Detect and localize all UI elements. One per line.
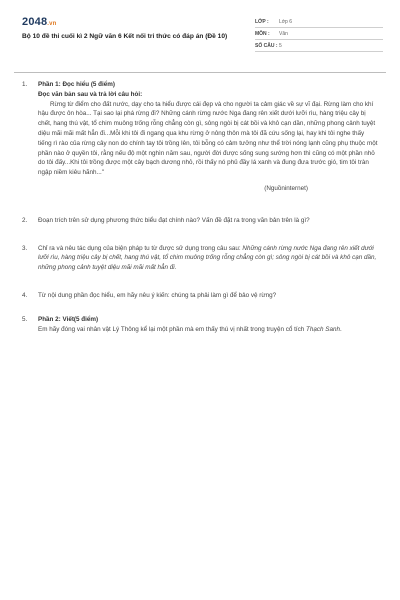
logo-number: 2048 bbox=[22, 16, 48, 28]
meta-key: SỐ CÂU : bbox=[255, 42, 278, 49]
story-title: Thạch Sanh bbox=[306, 325, 340, 333]
question-5 bbox=[22, 315, 378, 335]
document-title: Bộ 10 đề thi cuối kì 2 Ngữ văn 6 Kết nối tri thức có đáp án (Đề 10) bbox=[22, 33, 228, 40]
question-number: 3. bbox=[22, 244, 28, 252]
question-text bbox=[38, 244, 378, 273]
part-1-heading: Phần 1: Đọc hiểu (5 điểm) bbox=[38, 81, 115, 88]
question-4 bbox=[22, 291, 378, 301]
reading-passage: Rừng từ điểm cho đất nước, dạy cho ta hiểu được cái đẹp và cho người ta cảm giác về sự vĩ đại. Rừng làm cho khí hậu được ôn hòa... Tại sao lại phá rừng đi? Những cánh rừng nước Nga đang rên xiết dưới lưỡi rìu, hàng triệu cây bị chết, hang thú vật, tổ chim muông trống rỗng chẳng còn gì, sông ngòi bị cát bồi và khô cạn dần, những phong cảnh tuyệt diệu mãi mãi mất hẳn đi...Mỗi khi tôi đi ngang qua khu rừng ở nông thôn mà tôi đã cứu sống lại, hay khi tôi nghe thấy tiếng rì rào của rừng cây non do chính tay tôi trồng lên, tôi bỗng có cảm tưởng như thể trời nóng lạnh cũng phụ thuộc một phần nào ở quyền tôi, rằng nếu độ một nghìn năm sau, người đời được sống sung sướng hơn thì cũng có một phần nhỏ do tôi đấy...Khi tôi trồng được một cây bạch dương nhỏ, rồi thấy nó phủ đầy lá xanh và đung đưa trước gió, tim tôi tràn ngập niềm kiêu hãnh..." bbox=[38, 100, 378, 177]
question-text-end: . bbox=[339, 325, 342, 333]
question-number: 1. bbox=[22, 81, 28, 88]
meta-value: 5 bbox=[279, 42, 282, 49]
meta-row-subject bbox=[255, 28, 383, 40]
question-text-plain: Em hãy đóng vai nhân vật Lý Thông kể lại một phần mà em thấy thú vị nhất trong truyện cổ tích bbox=[38, 325, 305, 333]
quoted-sentence: Những cánh rừng nước Nga đang rên xiết dưới lưỡi rìu, hàng triệu cây bị chết, hang thú vật, tổ chim muông trống rỗng chẳng còn gì; sông ngòi bị cát bồi và khô cạn dần, những phong cảnh tuyệt diệu mãi mãi mất hẳn đi. bbox=[38, 244, 377, 272]
site-logo[interactable] bbox=[22, 16, 57, 28]
logo-suffix: .vn bbox=[47, 21, 57, 27]
meta-key: MÔN : bbox=[255, 30, 270, 37]
questions-list bbox=[22, 80, 378, 334]
page-header bbox=[22, 14, 382, 60]
question-3 bbox=[22, 244, 378, 273]
question-text bbox=[38, 325, 378, 335]
question-text: Từ nội dung phần đọc hiểu, em hãy nêu ý kiến: chúng ta phải làm gì để bảo vệ rừng? bbox=[38, 291, 277, 299]
meta-row-count bbox=[255, 40, 383, 52]
question-number: 5. bbox=[22, 315, 28, 323]
part-2-heading: Phần 2: Viết(5 điểm) bbox=[38, 315, 99, 323]
question-number: 2. bbox=[22, 216, 28, 224]
meta-table bbox=[255, 16, 383, 52]
question-number: 4. bbox=[22, 291, 28, 299]
question-text-plain: Chỉ ra và nêu tác dụng của biện pháp tu từ được sử dụng trong câu sau: bbox=[38, 244, 241, 252]
meta-value: Lớp 6 bbox=[279, 18, 293, 25]
meta-row-class bbox=[255, 16, 383, 28]
meta-key: LỚP : bbox=[255, 18, 269, 25]
question-text: Đoạn trích trên sử dụng phương thức biểu đạt chính nào? Vấn đề đặt ra trong văn bản trên là gì? bbox=[38, 216, 310, 224]
meta-value: Văn bbox=[279, 30, 288, 37]
question-1 bbox=[22, 80, 378, 194]
question-2 bbox=[22, 216, 378, 226]
reading-instruction: Đọc văn bản sau và trả lời câu hỏi: bbox=[38, 90, 143, 98]
header-divider bbox=[14, 72, 386, 73]
passage-source: (Nguồninternet) bbox=[264, 184, 308, 192]
